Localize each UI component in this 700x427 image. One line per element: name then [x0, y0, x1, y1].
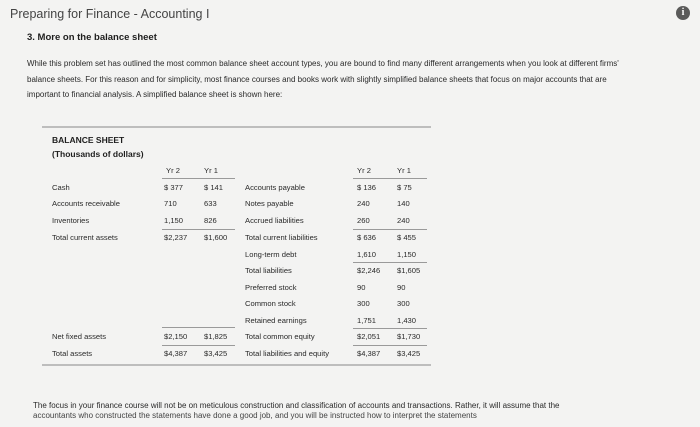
asset-yr2: $2,237: [164, 233, 188, 242]
asset-label: Cash: [52, 183, 70, 192]
liability-yr2: 260: [357, 216, 370, 225]
asset-yr1: $1,600: [204, 233, 228, 242]
asset-yr1: 633: [204, 199, 217, 208]
liability-label: Long-term debt: [245, 250, 297, 259]
liability-label: Accrued liabilities: [245, 216, 304, 225]
asset-yr2: $2,150: [164, 332, 188, 341]
top-bar: [0, 0, 700, 26]
asset-yr1: $1,825: [204, 332, 228, 341]
liability-yr1: 1,150: [397, 250, 417, 259]
assets-header-yr2: Yr 2: [166, 166, 180, 175]
equity-total-rule: [353, 328, 427, 329]
liability-yr1: $3,425: [397, 349, 421, 358]
asset-yr1: 826: [204, 216, 217, 225]
liability-label: Preferred stock: [245, 283, 297, 292]
liability-yr1: $1,605: [397, 266, 421, 275]
assets-total-rule: [162, 345, 235, 346]
liability-yr1: 1,430: [397, 316, 417, 325]
liability-yr2: 1,610: [357, 250, 377, 259]
balance-sheet-top-rule: [42, 126, 431, 128]
liabilities-total-rule: [353, 262, 427, 263]
liability-label: Total liabilities and equity: [245, 349, 330, 358]
liability-yr2: $2,246: [357, 266, 381, 275]
liability-yr2: $4,387: [357, 349, 381, 358]
asset-yr1: $3,425: [204, 349, 228, 358]
asset-label: Total assets: [52, 349, 93, 358]
balance-sheet-bottom-rule: [42, 364, 431, 366]
asset-label: Total current assets: [52, 233, 118, 242]
liability-yr2: $ 136: [357, 183, 377, 192]
liability-yr1: $ 75: [397, 183, 412, 192]
asset-yr2: 1,150: [164, 216, 184, 225]
liability-yr1: 140: [397, 199, 410, 208]
liabilities-header-yr1: Yr 1: [397, 166, 411, 175]
problem-intro: While this problem set has outlined the most common balance sheet account types, you are bound to find many different arrangements when you look at different firms' balance sheets. For this reason and for simplicity, most finance courses and books work with slightly simplified balance sheets that focus on major accounts that are important to financial analysis. A simplified balance sheet is shown here:: [27, 59, 619, 99]
footer-text: The focus in your finance course will not be on meticulous construction and classification of accounts and transactions. Rather, it will assume that the: [33, 401, 560, 410]
liability-label: Accounts payable: [245, 183, 305, 192]
asset-yr2: $ 377: [164, 183, 184, 192]
asset-label: Net fixed assets: [52, 332, 107, 341]
liability-yr1: $1,730: [397, 332, 421, 341]
liability-yr2: $2,051: [357, 332, 381, 341]
liability-yr2: $ 636: [357, 233, 377, 242]
liability-yr2: 240: [357, 199, 370, 208]
balance-sheet-subtitle: (Thousands of dollars): [52, 149, 144, 159]
liability-yr2: 1,751: [357, 316, 377, 325]
liability-label: Total liabilities: [245, 266, 292, 275]
footer-cutoff-line: [33, 411, 526, 424]
footer-cutoff-text: accountants who constructed the statements have done a good job, and you will be instructed how to interpret the statements: [33, 411, 477, 420]
asset-yr2: $4,387: [164, 349, 188, 358]
liability-label: Common stock: [245, 299, 296, 308]
liability-yr1: 300: [397, 299, 410, 308]
liability-yr1: 240: [397, 216, 410, 225]
liabilities-equity-total-rule: [353, 345, 427, 346]
assets-header-yr1: Yr 1: [204, 166, 218, 175]
liability-label: Total current liabilities: [245, 233, 318, 242]
info-icon[interactable]: i: [676, 6, 690, 20]
asset-yr1: $ 141: [204, 183, 224, 192]
liability-label: Retained earnings: [245, 316, 307, 325]
liability-yr2: 300: [357, 299, 370, 308]
problem-title: 3. More on the balance sheet: [27, 32, 157, 43]
asset-label: Accounts receivable: [52, 199, 120, 208]
liability-label: Total common equity: [245, 332, 315, 341]
asset-label: Inventories: [52, 216, 90, 225]
assets-header-underline: [162, 178, 235, 179]
liability-yr1: 90: [397, 283, 406, 292]
liabilities-header-yr2: Yr 2: [357, 166, 371, 175]
liability-label: Notes payable: [245, 199, 294, 208]
app-title: Preparing for Finance - Accounting I: [10, 7, 210, 21]
assets-net-fixed-rule: [162, 327, 235, 328]
liabilities-current-rule: [353, 229, 427, 230]
assets-subtotal-rule: [162, 229, 235, 230]
asset-yr2: 710: [164, 199, 177, 208]
liability-yr1: $ 455: [397, 233, 417, 242]
liability-yr2: 90: [357, 283, 366, 292]
liabilities-header-underline: [353, 178, 427, 179]
balance-sheet-title: BALANCE SHEET: [52, 135, 125, 145]
